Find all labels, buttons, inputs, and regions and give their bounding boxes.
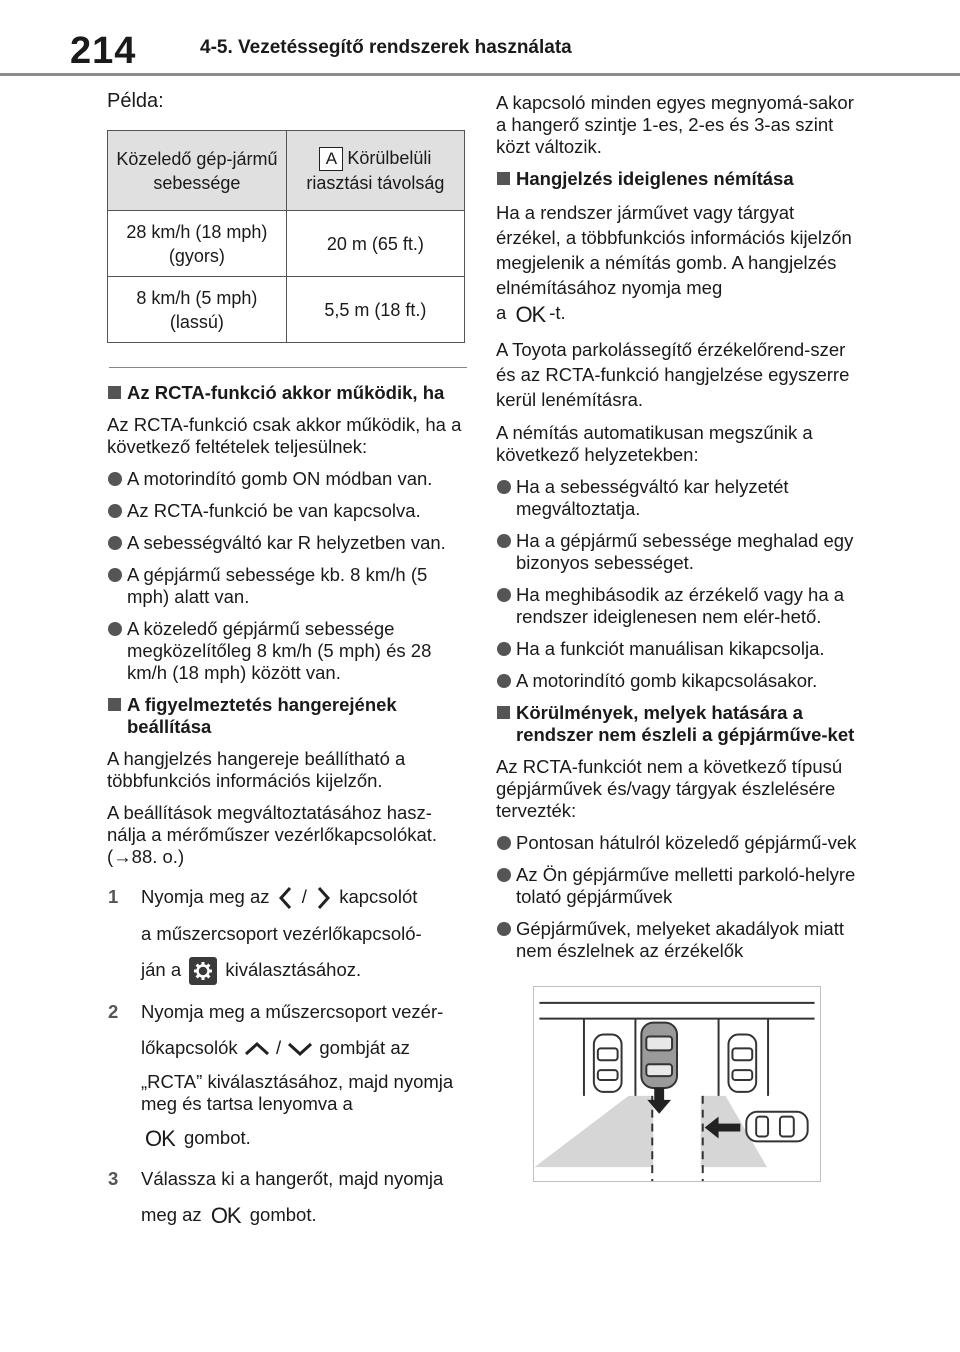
bullet-dot-icon (497, 588, 511, 602)
list-item: Ha meghibásodik az érzékelő vagy ha a rendszer ideiglenesen nem elér-hető. (496, 584, 858, 628)
step-1: 1 Nyomja meg az / kapcsolót a műszercsoport vezérlőkapcsoló- ján a kiválasztásához. (107, 884, 467, 985)
bullet-dot-icon (497, 642, 511, 656)
list-item: A gépjármű sebessége kb. 8 km/h (5 mph) alatt van. (107, 564, 467, 608)
conditions-heading: Körülmények, melyek hatására a rendszer nem észleli a gépjárműve-ket (496, 702, 858, 746)
page-header (0, 0, 960, 80)
list-item: A sebességváltó kar R helyzetben van. (107, 532, 467, 554)
step-number: 2 (108, 1001, 119, 1023)
list-item: Ha a funkciót manuálisan kikapcsolja. (496, 638, 858, 660)
mute-para: A némítás automatikusan megszűnik a következő helyzetekben: (496, 421, 813, 465)
list-item: A közeledő gépjármű sebessége megközelítőleg 8 km/h (5 mph) és 28 km/h (18 mph) között van. (107, 618, 467, 684)
parking-illustration (533, 986, 821, 1182)
step-number: 3 (108, 1168, 119, 1190)
mute-heading: Hangjelzés ideiglenes némítása (496, 168, 858, 190)
table-header-distance: A Körülbelüli riasztási távolság (286, 131, 464, 211)
bullet-dot-icon (108, 504, 122, 518)
conditions-intro: Az RCTA-funkciót nem a következő típusú gépjárművek és/vagy tárgyak észlelésére tervezték: (496, 755, 843, 821)
example-label: Példa: (107, 90, 164, 112)
list-item: A motorindító gomb kikapcsolásakor. (496, 670, 858, 692)
bullet-dot-icon (497, 922, 511, 936)
table-row: 8 km/h (5 mph) (lassú) 5,5 m (18 ft.) (108, 277, 465, 343)
parked-car-left (594, 1034, 622, 1091)
step-2: 2 Nyomja meg a műszercsoport vezér- lőkapcsolók / gombját az „RCTA” kiválasztásához, majd nyomja meg és tartsa lenyomva a OK gombot. (108, 1001, 454, 1152)
step-3: 3 Válassza ki a hangerőt, majd nyomja meg az OK gombot. (108, 1168, 444, 1229)
bullet-dot-icon (497, 868, 511, 882)
bullet-dot-icon (108, 536, 122, 550)
volume-heading: A figyelmeztetés hangerejének beállítása (107, 694, 467, 738)
example-table (107, 130, 465, 343)
square-bullet-icon (108, 386, 121, 399)
square-bullet-icon (497, 172, 510, 185)
gear-icon (189, 957, 217, 985)
volume-para: A beállítások megváltoztatásához hasz-nálja a mérőműszer vezérlőkapcsolókat. (→88. o.) (107, 802, 438, 867)
chevron-left-icon (275, 885, 297, 911)
bullet-dot-icon (108, 622, 122, 636)
rcta-heading: Az RCTA-funkció akkor működik, ha (107, 382, 467, 404)
bullet-dot-icon (497, 836, 511, 850)
mute-para: Ha a rendszer járművet vagy tárgyat érzékel, a többfunkciós információs kijelzőn megjelenik a némítás gomb. A hangjelzés elnémításához nyomja meg a OK -t. (496, 202, 852, 327)
mute-para: A Toyota parkolássegítő érzékelőrend-szer és az RCTA-funkció hangjelzése egyszerre kerül lenémításra. (496, 338, 850, 410)
bullet-dot-icon (108, 472, 122, 486)
chevron-down-icon (286, 1039, 314, 1059)
left-column (107, 88, 467, 1243)
volume-para: A hangjelzés hangereje beállítható a többfunkciós információs kijelzőn. (107, 748, 406, 791)
bullet-dot-icon (497, 480, 511, 494)
chevron-right-icon (312, 885, 334, 911)
section-divider (109, 367, 467, 368)
list-item: A motorindító gomb ON módban van. (107, 468, 467, 490)
bullet-dot-icon (108, 568, 122, 582)
step-number: 1 (108, 886, 119, 907)
approaching-car (746, 1111, 807, 1141)
square-bullet-icon (108, 698, 121, 711)
list-item: Az RCTA-funkció be van kapcsolva. (107, 500, 467, 522)
callout-a-badge: A (319, 147, 343, 171)
bullet-dot-icon (497, 534, 511, 548)
table-row: 28 km/h (18 mph) (gyors) 20 m (65 ft.) (108, 211, 465, 277)
ok-icon: OK (210, 1203, 241, 1229)
chevron-up-icon (243, 1039, 271, 1059)
header-divider (0, 73, 960, 76)
section-title: 4-5. Vezetéssegítő rendszerek használata (200, 37, 572, 58)
bullet-dot-icon (497, 674, 511, 688)
right-column (496, 88, 858, 1187)
page-number: 214 (70, 30, 137, 72)
list-item: Ha a sebességváltó kar helyzetét megváltoztatja. (496, 476, 858, 520)
list-item: Gépjárművek, melyeket akadályok miatt nem észlelnek az érzékelők (496, 918, 858, 962)
square-bullet-icon (497, 706, 510, 719)
list-item: Pontosan hátulról közeledő gépjármű-vek (496, 832, 858, 854)
rcta-intro: Az RCTA-funkció csak akkor működik, ha a következő feltételek teljesülnek: (107, 414, 462, 457)
own-car (641, 1022, 677, 1087)
volume-level-note: A kapcsoló minden egyes megnyomá-sakor a hangerő szintje 1-es, 2-es és 3-as szint közt változik. (496, 92, 854, 157)
ok-icon: OK (145, 1126, 175, 1152)
ok-icon: OK (515, 301, 546, 327)
list-item: Az Ön gépjárműve melletti parkoló-helyre tolató gépjárművek (496, 864, 858, 908)
table-header-speed: Közeledő gép-jármű sebessége (108, 131, 287, 211)
list-item: Ha a gépjármű sebessége meghalad egy bizonyos sebességet. (496, 530, 858, 574)
parked-car-right (728, 1034, 756, 1091)
